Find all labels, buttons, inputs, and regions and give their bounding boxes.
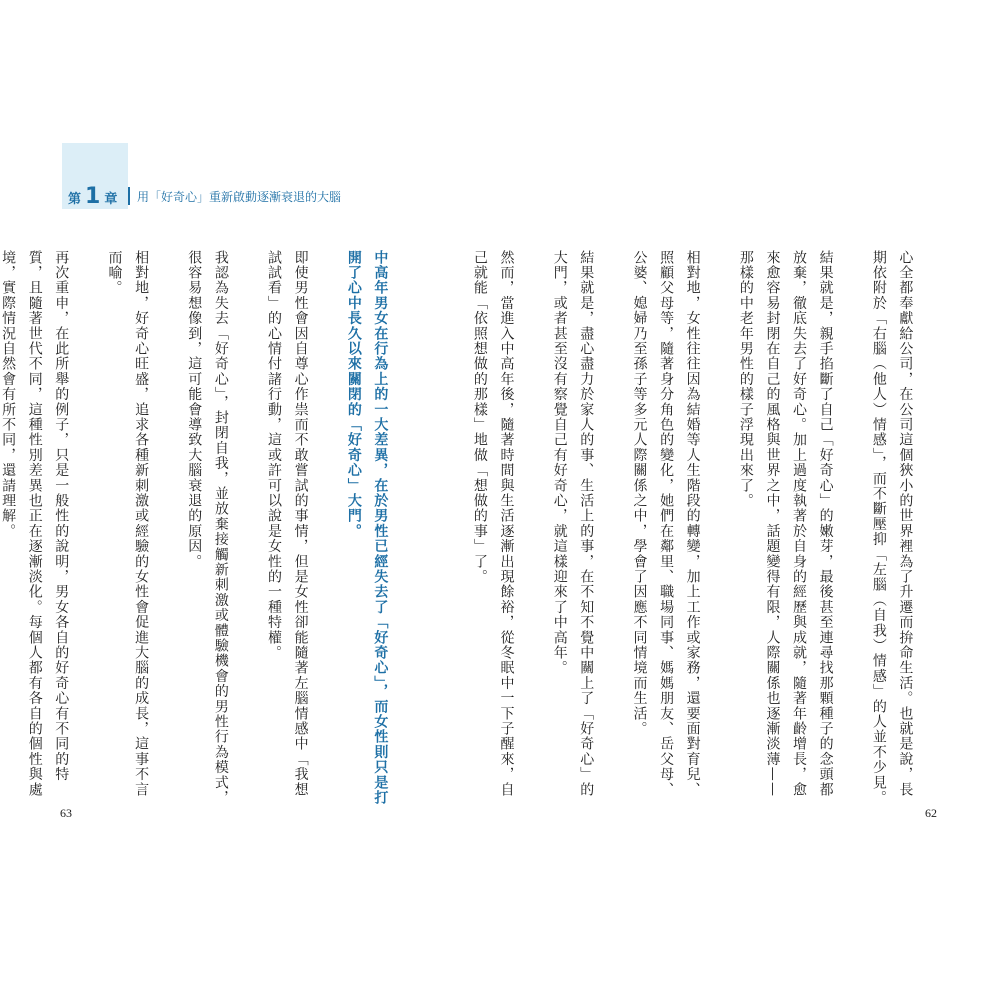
paragraph: 然而，當進入中高年後，隨著時間與生活逐漸出現餘裕，從冬眠中一下子醒來，自己就能「依照想做的那樣」地做「想做的事」了。 bbox=[471, 250, 515, 798]
right-page-body bbox=[471, 250, 945, 810]
paragraph: 結果就是，親手掐斷了自己「好奇心」的嫩芽，最後甚至連尋找那顆種子的念頭都放棄，徹底失去了好奇心。加上過度執著於自身的經歷與成就，隨著年齡增長，愈來愈容易封閉在自己的風格與世界之中，話題變得有限，人際關係也逐漸淡薄——那樣的中老年男性的樣子浮現出來了。 bbox=[737, 250, 834, 798]
paragraph: 相對地，女性往往因為結婚等人生階段的轉變，加上工作或家務，還要面對育兒、照顧父母等，隨著身分角色的變化，她們在鄰里、職場同事、媽媽朋友、岳父母、公婆、媳婦乃至孫子等多元人際關係之中，學會了因應不同情境而生活。 bbox=[631, 250, 701, 798]
chapter-prefix: 第 bbox=[68, 192, 82, 207]
paragraph: 結果就是，盡心盡力於家人的事、生活上的事，在不知不覺中關上了「好奇心」的大門，或者甚至沒有察覺自己有好奇心，就這樣迎來了中高年。 bbox=[551, 250, 595, 798]
page-number-right: 62 bbox=[925, 806, 937, 820]
emphasis-paragraph: 中高年男女在行為上的一大差異，在於男性已經失去了「好奇心」，而女性則只是打開了心中長久以來關閉的「好奇心」大門。 bbox=[345, 250, 389, 806]
paragraph: 我認為失去「好奇心」，封閉自我，並放棄接觸新刺激或體驗機會的男性行為模式，很容易想像到，這可能會導致大腦衰退的原因。 bbox=[186, 250, 229, 806]
chapter-divider bbox=[128, 187, 130, 205]
chapter-label bbox=[68, 186, 117, 208]
chapter-suffix: 章 bbox=[104, 192, 118, 207]
page-number-left: 63 bbox=[60, 806, 72, 820]
chapter-number: 1 bbox=[85, 184, 101, 209]
chapter-title: 用「好奇心」重新啟動逐漸衰退的大腦 bbox=[137, 190, 342, 204]
paragraph: 心全都奉獻給公司，在公司這個狹小的世界裡為了升遷而拚命生活。也就是說，長期依附於「右腦（他人）情感」，而不斷壓抑「左腦（自我）情感」的人並不少見。 bbox=[870, 250, 914, 806]
paragraph: 即使男性會因自尊心作祟而不敢嘗試的事情，但是女性卻能隨著左腦情感中「我想試試看」的心情付諸行動，這或許可以說是女性的一種特權。 bbox=[266, 250, 309, 798]
paragraph: 相對地，好奇心旺盛，追求各種新刺激或經驗的女性會促進大腦的成長，這事不言而喻。 bbox=[106, 250, 150, 798]
left-page-body bbox=[0, 250, 420, 810]
paragraph: 再次重申，在此所舉的例子，只是一般性的說明，男女各自的好奇心有不同的特質，且隨著世代不同，這種性別差異也正在逐漸淡化。每個人都有各自的個性與處境，實際情況自然會有所不同，還請理解。 bbox=[0, 250, 70, 798]
